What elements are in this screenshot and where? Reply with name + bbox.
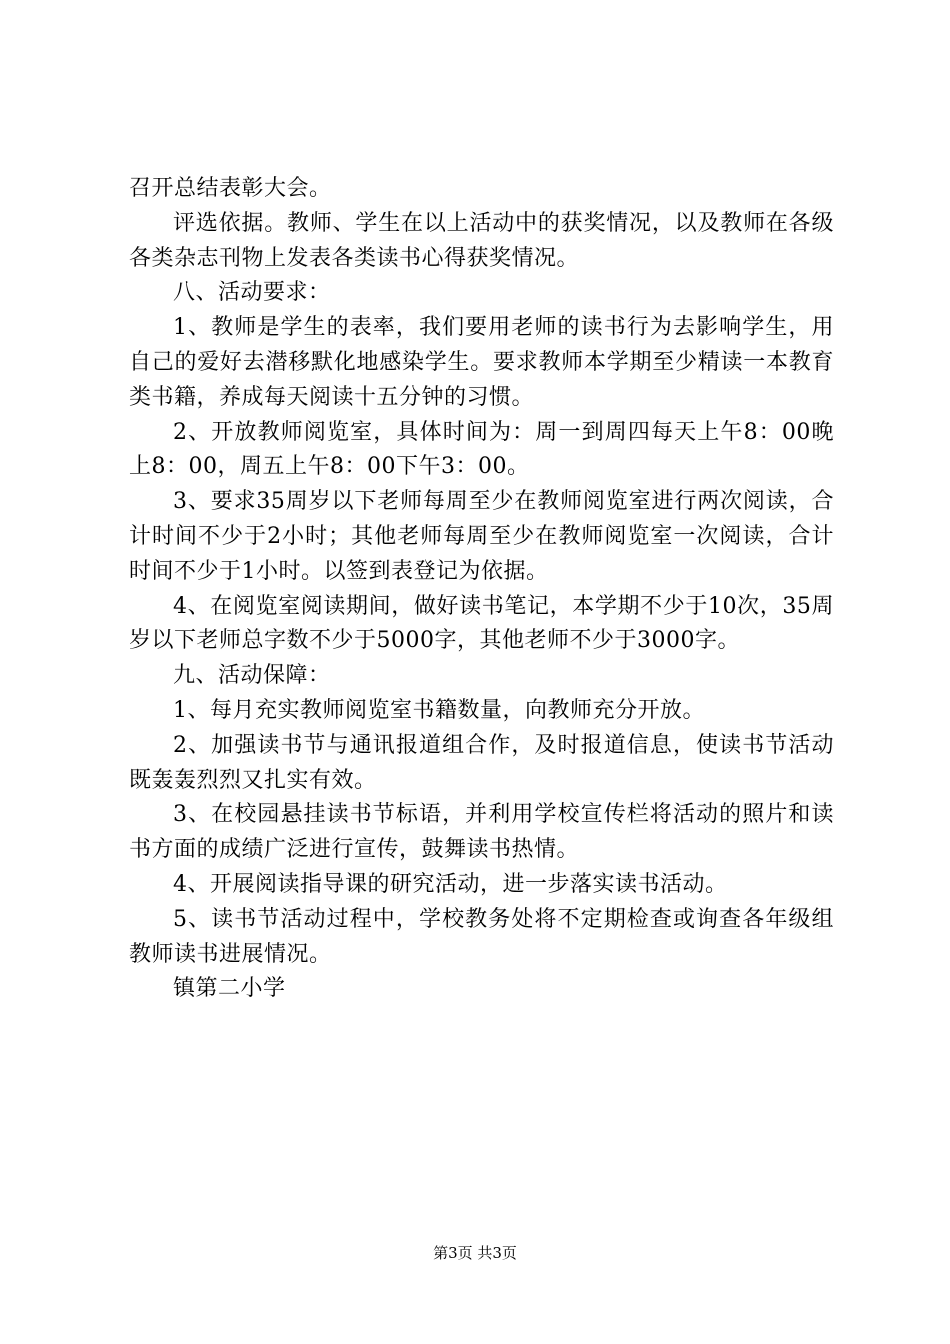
guarantee-item-3: 3、在校园悬挂读书节标语，并利用学校宣传栏将活动的照片和读书方面的成绩广泛进行宣传，鼓舞读书热情。: [129, 802, 834, 863]
paragraph-selection-basis: 评选依据。教师、学生在以上活动中的获奖情况，以及教师在各级各类杂志刊物上发表各类读书心得获奖情况。: [129, 210, 834, 271]
paragraph-continuation: 召开总结表彰大会。: [129, 176, 332, 201]
guarantee-item-4: 4、开展阅读指导课的研究活动，进一步落实读书活动。: [173, 871, 728, 897]
guarantee-item-1: 1、每月充实教师阅览室书籍数量，向教师充分开放。: [173, 697, 705, 723]
requirement-item-2: 2、开放教师阅览室，具体时间为：周一到周四每天上午8：00晚上8：00，周五上午8：00下午3：00。: [129, 419, 834, 480]
page-footer: 第3页 共3页: [433, 1244, 517, 1262]
document-body: [129, 172, 834, 1007]
section-heading-requirements: 八、活动要求：: [173, 280, 331, 306]
requirement-item-4: 4、在阅览室阅读期间，做好读书笔记，本学期不少于10次，35周岁以下老师总字数不少于5000字，其他老师不少于3000字。: [129, 593, 834, 654]
signature-school-name: 镇第二小学: [173, 976, 286, 1002]
requirement-item-1: 1、教师是学生的表率，我们要用老师的读书行为去影响学生，用自己的爱好去潜移默化地感染学生。要求教师本学期至少精读一本教育类书籍，养成每天阅读十五分钟的习惯。: [129, 315, 834, 410]
requirement-item-3: 3、要求35周岁以下老师每周至少在教师阅览室进行两次阅读，合计时间不少于2小时；其他老师每周至少在教师阅览室一次阅读，合计时间不少于1小时。以签到表登记为依据。: [129, 489, 834, 584]
guarantee-item-2: 2、加强读书节与通讯报道组合作，及时报道信息，使读书节活动既轰轰烈烈又扎实有效。: [129, 732, 834, 793]
section-heading-guarantees: 九、活动保障：: [173, 663, 331, 689]
guarantee-item-5: 5、读书节活动过程中，学校教务处将不定期检查或询查各年级组教师读书进展情况。: [129, 906, 834, 967]
